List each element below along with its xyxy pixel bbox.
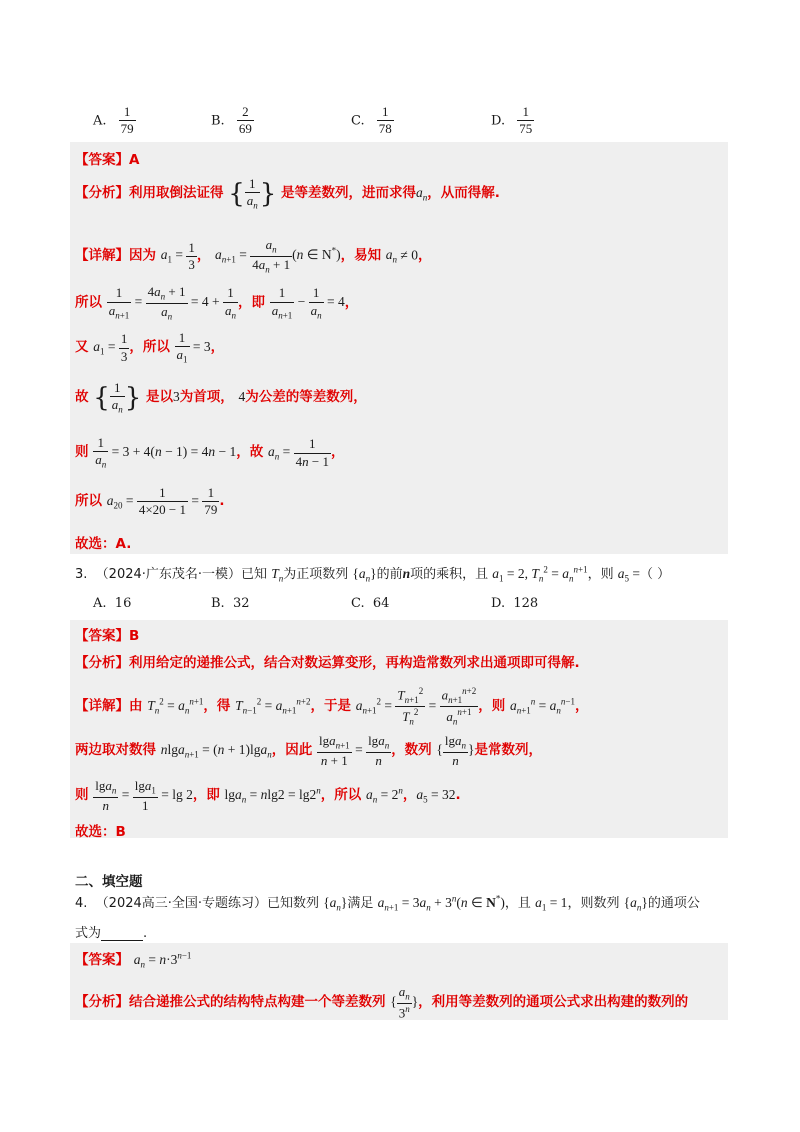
q4-analysis: 【分析】结合递推公式的结构特点构建一个等差数列 { $\frac{a_n}{3^n}$ }，利用等差数列的通项公式求出构建的数列的 xyxy=(75,984,689,1021)
q2-analysis: 【分析】利用取倒法证得 { $\frac{1}{a_n}$ } 是等差数列，进而求得$a_n$，从而得解. xyxy=(75,176,500,211)
q2-option-c: C. $\frac{1}{78}$ xyxy=(351,104,392,137)
q3-option-c: C. 64 xyxy=(351,596,390,611)
q2-option-a: A. $\frac{1}{79}$ xyxy=(93,104,134,137)
q2-detail-choice: 故选：A. xyxy=(75,536,132,552)
answer-blank xyxy=(101,928,143,941)
q2-detail-line6: 所以 $a_{20}$ = $\frac{1}{4\times 20 - 1}$ = $\frac{1}{79}$ . xyxy=(75,485,225,518)
q3-analysis: 【分析】利用给定的递推公式，结合对数运算变形，再构造常数列求出通项即可得解. xyxy=(75,655,580,671)
q2-detail-line3: 又 $a_1$ = $\frac{1}{3}$ ，所以 $\frac{1}{a_1}$ = 3， xyxy=(75,330,225,365)
q2-detail-line4: 故 { $\frac{1}{a_n}$ } 是以3为首项， 4为公差的等差数列， xyxy=(75,380,367,415)
q3-detail-line3: 则 $\frac{\lg a_n}{n}$ = $\frac{\lg a_1}{1}$ = lg 2，即 $\lg a_n = nlg2 = \lg 2^n$，所以 $a_n = 2^n$，$a_5 = 32$. xyxy=(75,778,461,813)
q3-detail-line2: 两边取对数得 nlga$_{n+1}$ = (n + 1)lga$_n$，因此 $\frac{\lg a_{n+1}}{n + 1}$ = $\frac{\lg a_n}{n}$ ，数列 { $\frac{\lg a_n}{n}$ }是常数列， xyxy=(75,733,542,768)
q2-detail-line5: 则 $\frac{1}{a_n}$ = 3 + 4(n − 1) = 4n − 1，故 $a_n$ = $\frac{1}{4n - 1}$ ， xyxy=(75,435,345,470)
q3-stem: 3. （2024·广东茂名·一模）已知 $T_n$为正项数列 $\{a_n\}$的前n项的乘积，且 $a_1 = 2$, $T_n^2 = a_n^{n+1}$，则 $a_5$ =（ ） xyxy=(75,564,671,584)
q2-option-d: D. $\frac{1}{75}$ xyxy=(491,104,533,137)
q4-stem-line2: 式为 . xyxy=(75,926,148,941)
q4-answer: 【答案】 $a_n = n\cdot 3^{n-1}$ xyxy=(75,950,192,970)
section-title: 二、填空题 xyxy=(75,874,143,890)
q4-stem: 4. （2024高三·全国·专题练习）已知数列 $\{a_n\}$满足 $a_{n+1} = 3a_n + 3^n(n$ ∈ N*)，且 $a_1 = 1$，则数列 $\{a_n\}$的通项公 xyxy=(75,893,700,913)
q2-answer: 【答案】A xyxy=(75,152,140,168)
q3-detail-choice: 故选：B xyxy=(75,824,126,840)
q3-option-a: A. 16 xyxy=(93,596,132,611)
q3-option-b: B. 32 xyxy=(211,596,250,611)
q2-detail-line1: 【详解】因为 $a_1$ = $\frac{1}{3}$ ， $a_{n+1}$ = $\frac{a_n}{4a_n + 1}$ (n ∈ N*)，易知 $a_n \ne 0$， xyxy=(75,237,432,275)
q3-answer: 【答案】B xyxy=(75,628,140,644)
q3-option-d: D. 128 xyxy=(491,596,539,611)
q3-detail-line1: 【详解】由 $T_n^2 = a_n^{n+1}$，得 $T_{n-1}^2 = a_{n+1}^{n+2}$，于是 $a_{n+1}^2$ = $\frac{T_{n+1}^2}{T_n^2}$ = $\frac{a_{n+1}^{n+2}}{a_n^{n+1}}$ ，则 $a_{n+1}^n = a_n^{n-1}$， xyxy=(75,686,589,727)
q2-detail-line2: 所以 $\frac{1}{a_{n+1}}$ = $\frac{4a_n + 1}{a_n}$ = 4 + $\frac{1}{a_n}$ ，即 $\frac{1}{a_{n+1}}$ − $\frac{1}{a_n}$ = 4， xyxy=(75,284,359,322)
q2-option-b: B. $\frac{2}{69}$ xyxy=(211,104,252,137)
